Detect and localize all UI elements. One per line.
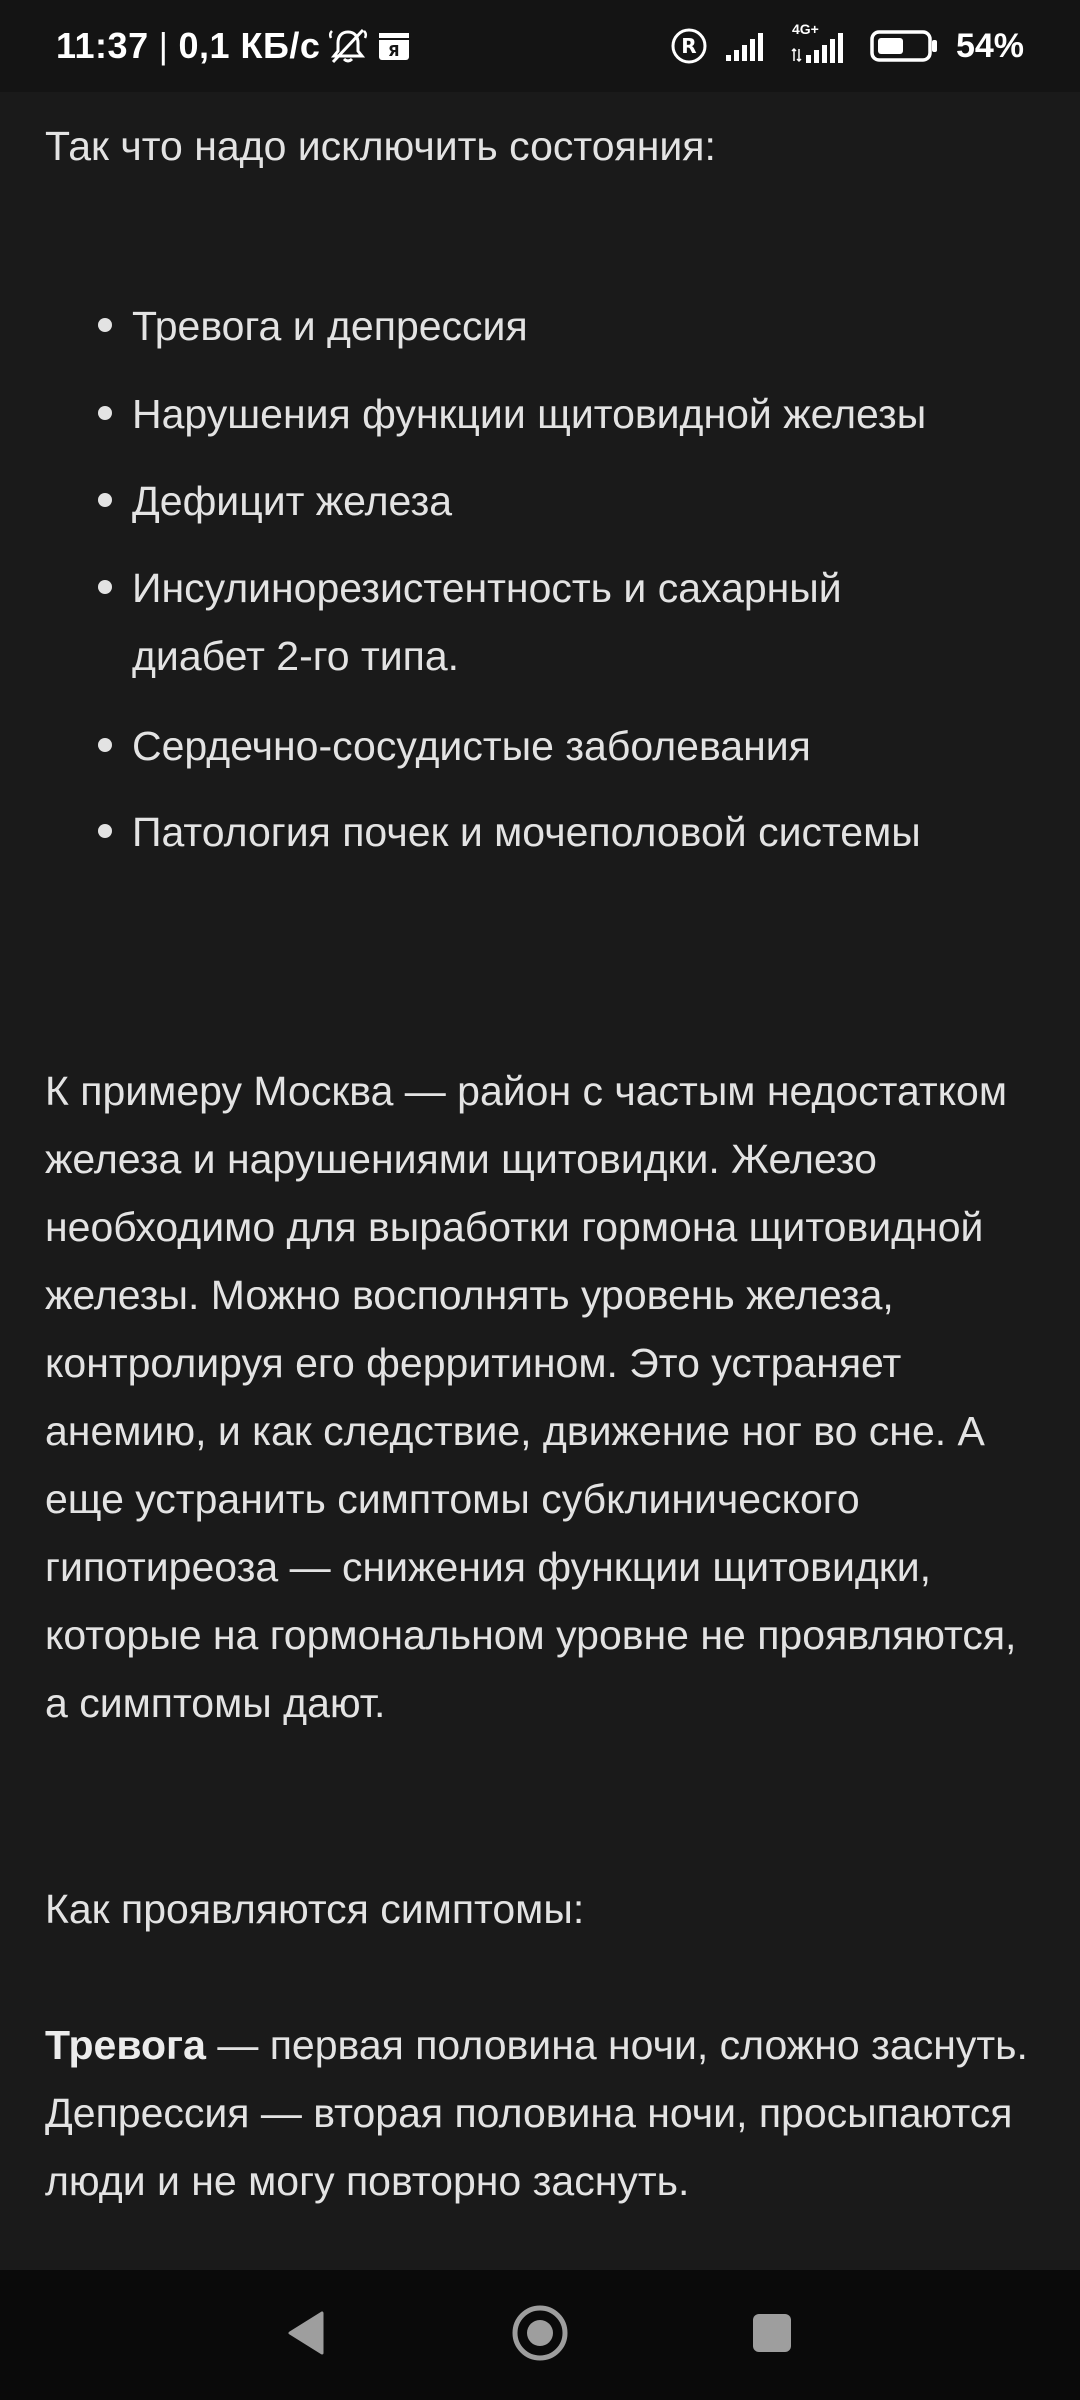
bullet-icon (98, 580, 112, 594)
svg-text:Я: Я (388, 42, 401, 60)
navigation-bar (0, 2270, 1080, 2400)
registered-icon (670, 27, 708, 65)
yandex-app-icon (376, 28, 412, 64)
symptoms-heading: Как проявляются симптомы: (45, 1886, 585, 1932)
battery-percent: 54% (955, 26, 1024, 65)
anxiety-term: Тревога (45, 2022, 206, 2068)
bullet-icon (98, 318, 112, 332)
list-item-text: Нарушения функции щитовидной железы (132, 391, 927, 437)
clock: 11:37 (56, 25, 149, 66)
article-content (0, 92, 1080, 2270)
bullet-icon (98, 406, 112, 420)
back-icon (284, 2309, 328, 2362)
status-separator: | (158, 25, 169, 66)
bullet-icon (98, 738, 112, 752)
recents-icon (751, 2312, 793, 2359)
intro-text: Так что надо исключить состояния: (45, 123, 716, 169)
battery-icon (870, 28, 940, 64)
status-bar (0, 0, 1080, 92)
home-button[interactable] (508, 2303, 572, 2367)
signal-4g-icon (790, 21, 854, 65)
home-icon (510, 2303, 570, 2368)
list-item-text: Дефицит железа (132, 478, 453, 524)
list-item-text: Патология почек и мочеполовой системы (132, 809, 921, 855)
list-item-text: Инсулинорезистентность и сахарный диабет 2-го типа. (132, 565, 842, 679)
status-bar-left (56, 0, 412, 92)
status-bar-right (670, 0, 1024, 92)
network-speed: 0,1 КБ/с (178, 25, 321, 66)
list-item-text: Сердечно-сосудистые заболевания (132, 723, 811, 769)
signal-icon (724, 29, 774, 63)
network-type-label: 4G+ (791, 21, 819, 37)
anxiety-paragraph (45, 2011, 1045, 2215)
anxiety-description: — первая половина ночи, сложно заснуть. Депрессия — вторая половина ночи, просыпаются люди и не могу повторно заснуть. (45, 2022, 1028, 2204)
list-item-text: Тревога и депрессия (132, 303, 528, 349)
back-button[interactable] (274, 2303, 338, 2367)
example-paragraph: К примеру Москва — район с частым недостатком железа и нарушениями щитовидки. Железо необходимо для выработки гормона щитовидной железы. Можно восполнять уровень железа, контролируя его ферритином. Это устраняет анемию, и как следствие, движение ног во сне. А еще устранить симптомы субклинического гипотиреоза — снижения функции щитовидки, которые на гормональном уровне не проявляются, а симптомы дают. (45, 1068, 1017, 1726)
bullet-icon (98, 824, 112, 838)
recents-button[interactable] (740, 2303, 804, 2367)
bullet-icon (98, 493, 112, 507)
alarm-off-icon (328, 26, 368, 66)
svg-text:R: R (681, 34, 697, 58)
